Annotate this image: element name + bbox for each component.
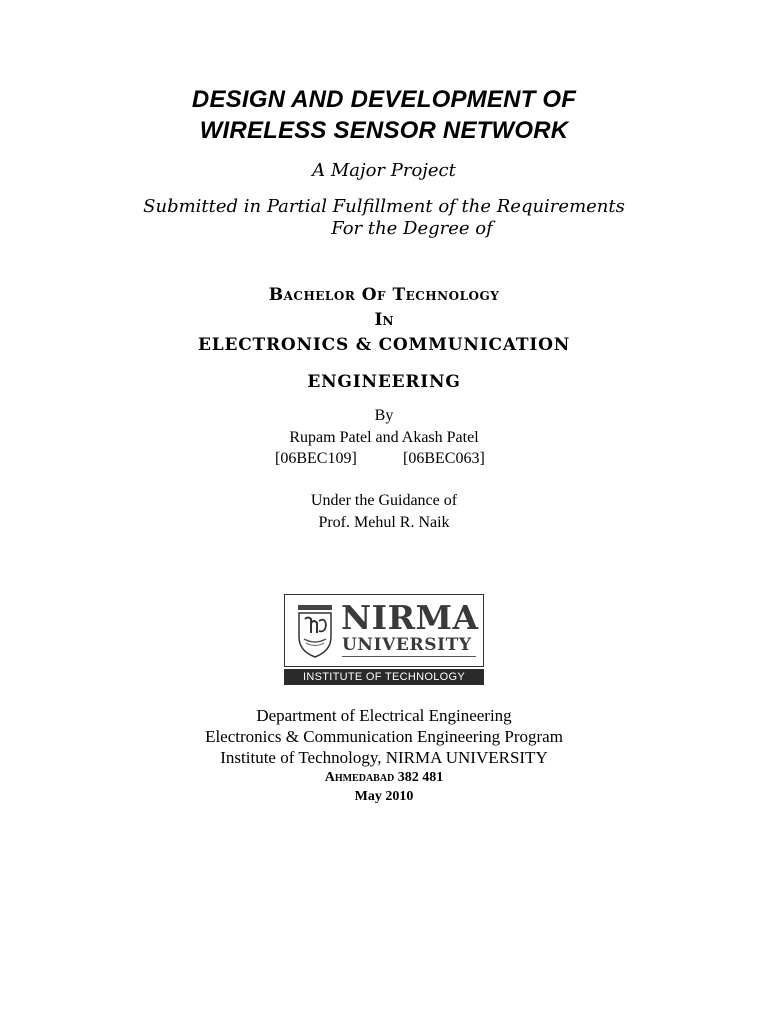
logo-frame [284,594,484,667]
guidance-label: Under the Guidance of [310,492,458,509]
submission-line-2: For the Degree of [331,218,493,239]
nirma-emblem-icon [295,603,335,659]
roll-number-1: [06BEC109] [275,450,357,467]
project-title-line-1: DESIGN AND DEVELOPMENT OF [191,86,577,113]
department: Department of Electrical Engineering [256,706,512,725]
degree-name: Bachelor Of Technology [268,285,500,305]
by-label: By [374,407,394,424]
submission-date: May 2010 [354,789,414,804]
roll-number-2: [06BEC063] [403,450,485,467]
degree-field-line-2: ENGINEERING [307,372,461,392]
guide-name: Prof. Mehul R. Naik [318,514,450,531]
logo-institute-bar: INSTITUTE OF TECHNOLOGY [284,669,484,685]
degree-field-line-1: ELECTRONICS & COMMUNICATION [197,335,571,355]
project-title-line-2: WIRELESS SENSOR NETWORK [199,117,569,144]
logo-name: NIRMA [341,598,479,637]
nirma-university-logo [284,594,484,686]
logo-university: UNIVERSITY [342,635,472,655]
author-names: Rupam Patel and Akash Patel [289,429,479,446]
city: Ahmedabad 382 481 [324,770,444,785]
institute: Institute of Technology, NIRMA UNIVERSITY [220,748,548,767]
project-subtitle: A Major Project [312,160,456,181]
submission-line-1: Submitted in Partial Fulfillment of the Requirements [143,196,625,217]
degree-in: In [374,310,394,330]
logo-divider [342,656,476,657]
program: Electronics & Communication Engineering Program [205,727,563,746]
